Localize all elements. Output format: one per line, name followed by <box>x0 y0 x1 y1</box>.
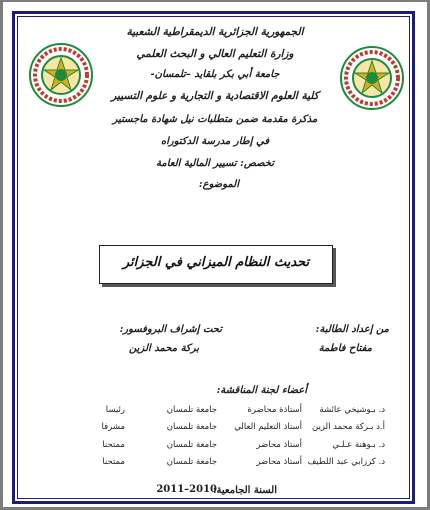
university-seal-left <box>28 42 94 108</box>
member-role: ممتحنا <box>102 440 125 450</box>
academic-year-label: السنة الجامعية: <box>212 485 277 496</box>
academic-year-value: 2011–2010 <box>156 484 217 495</box>
document-page <box>3 2 427 507</box>
ministry-name: وزارة التعليم العالي و البحث العلمي <box>136 48 294 60</box>
member-role: مشرفا <box>101 422 125 432</box>
specialty: تخصص: تسيير المالية العامة <box>155 158 275 169</box>
member-rank: أستاذ محاضر <box>256 457 302 467</box>
student-name: مفتاح فاطمة <box>318 343 372 354</box>
member-rank: أستاذ محاضر <box>256 440 302 450</box>
faculty-name: كلية العلوم الاقتصادية و التجارية و علوم التسيير <box>111 90 319 102</box>
member-role: ممتحنا <box>102 457 125 467</box>
thesis-title-box <box>99 245 333 284</box>
member-name: د. كرزابي عبد اللطيف <box>307 457 385 467</box>
member-institution: جامعة تلمسان <box>166 422 217 432</box>
member-institution: جامعة تلمسان <box>166 440 217 450</box>
supervisor-label: تحت إشراف البروفسور: <box>119 324 222 335</box>
member-rank: أستاذة محاضرة <box>247 405 302 415</box>
member-institution: جامعة تلمسان <box>166 405 217 415</box>
member-institution: جامعة تلمسان <box>166 457 217 467</box>
committee-label: أعضاء لجنة المناقشة: <box>216 385 307 396</box>
member-name: أ.د بـركة محمد الزين <box>312 422 385 432</box>
doctoral-school: في إطار مدرسة الدكتوراه <box>160 136 270 147</box>
republic-name: الجمهورية الجزائرية الديمقراطية الشعبية <box>126 26 304 38</box>
member-role: رئيسا <box>105 405 125 415</box>
subject-label: الموضوع: <box>198 179 239 190</box>
university-seal-right <box>339 45 405 111</box>
thesis-title: تحديث النظام الميزاني في الجزائر <box>122 255 310 270</box>
member-name: د. بـوهنة عـلـي <box>332 440 385 450</box>
student-label: من إعداد الطالبة: <box>315 324 389 335</box>
university-name: جامعة أبي بكر بلقايد –تلمسان- <box>150 69 280 80</box>
thesis-note: مذكرة مقدمة ضمن متطلبات نيل شهادة ماجستير <box>112 114 318 125</box>
supervisor-name: بركة محمد الزين <box>129 343 199 354</box>
member-rank: أستاذ التعليم العالي <box>234 422 302 432</box>
member-name: د. بـوشيخي عائشة <box>319 405 385 415</box>
